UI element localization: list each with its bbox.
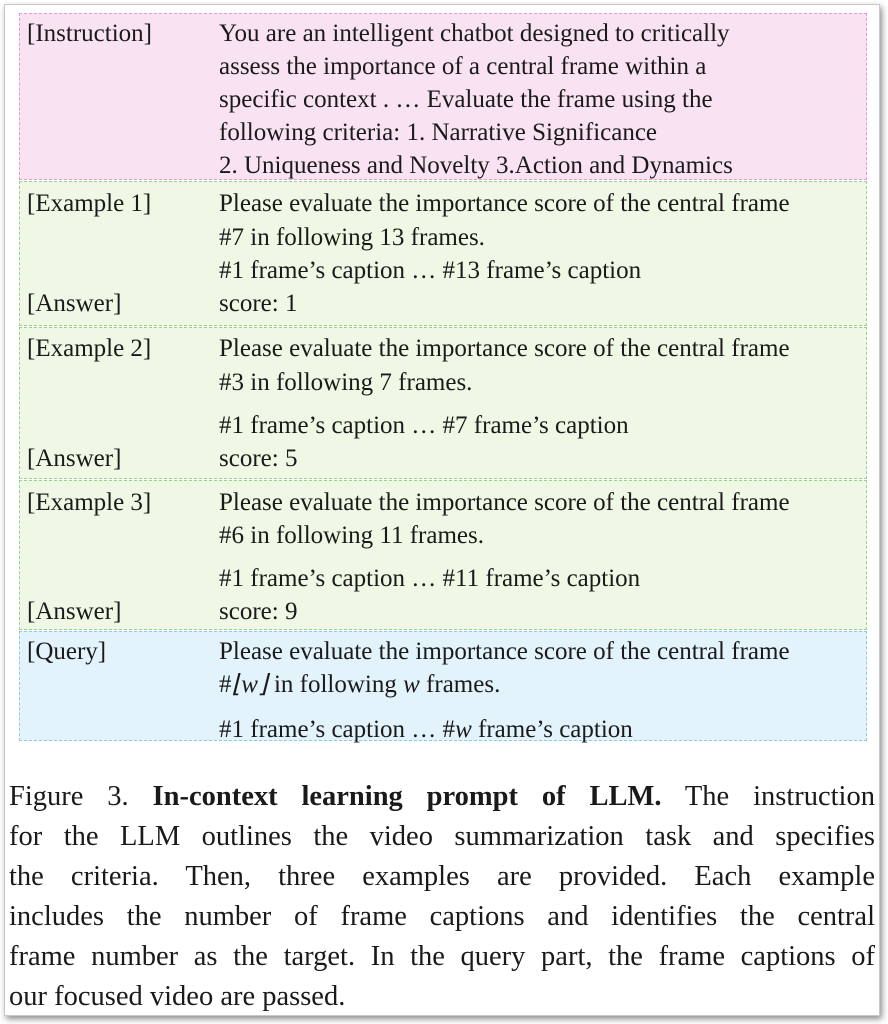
example-3-block (19, 480, 867, 630)
caption-text: The instruction (661, 781, 875, 812)
query-tag: [Query] (27, 638, 107, 665)
query-line: Please evaluate the importance score of the central frame (219, 638, 790, 665)
instruction-line: 2. Uniqueness and Novelty 3.Action and Dynamics (219, 152, 733, 179)
example-tag: [Example 3] (27, 489, 152, 516)
query-hash: # (219, 671, 232, 698)
w-variable: w (403, 671, 420, 698)
answer-tag: [Answer] (27, 290, 122, 317)
example-line: #3 in following 7 frames. (219, 369, 473, 396)
floor-w-math: ⌊w⌋ (231, 671, 268, 698)
answer-score: score: 1 (219, 290, 298, 317)
answer-tag: [Answer] (27, 598, 122, 625)
example-1-block (19, 181, 867, 326)
query-line (219, 713, 633, 746)
figure-label: Figure 3. (9, 781, 153, 812)
caption-title: In-context learning prompt of LLM. (152, 781, 662, 812)
answer-score: score: 9 (219, 598, 298, 625)
example-line: #7 in following 13 frames. (219, 224, 485, 251)
query-caption-prefix: #1 frame’s caption … # (219, 716, 456, 743)
query-block (19, 631, 867, 741)
example-2-block (19, 327, 867, 479)
instruction-block (19, 13, 867, 180)
answer-tag: [Answer] (27, 445, 122, 472)
instruction-line: specific context . … Evaluate the frame using the (219, 86, 713, 113)
example-line: #1 frame’s caption … #13 frame’s caption (219, 257, 642, 284)
query-line (219, 668, 500, 701)
instruction-line: You are an intelligent chatbot designed to critically (219, 20, 730, 47)
example-line: #6 in following 11 frames. (219, 522, 485, 549)
query-caption-suffix: frame’s caption (471, 716, 633, 743)
instruction-tag: [Instruction] (27, 20, 152, 47)
instruction-line: assess the importance of a central frame within a (219, 53, 707, 80)
example-tag: [Example 2] (27, 335, 152, 362)
example-tag: [Example 1] (27, 190, 152, 217)
caption-line: our focused video are passed. (9, 981, 346, 1012)
figure-caption (9, 777, 875, 1017)
query-suffix: frames. (419, 671, 501, 698)
example-line: #1 frame’s caption … #11 frame’s caption (219, 565, 641, 592)
query-mid: in following (267, 671, 404, 698)
figure-sheet (4, 4, 880, 1016)
caption-line: frame number as the target. In the query part, the frame captions of (9, 941, 875, 972)
answer-score: score: 5 (219, 445, 298, 472)
example-line: Please evaluate the importance score of the central frame (219, 190, 790, 217)
w-variable: w (455, 716, 472, 743)
example-line: Please evaluate the importance score of the central frame (219, 489, 790, 516)
example-line: Please evaluate the importance score of the central frame (219, 335, 790, 362)
example-line: #1 frame’s caption … #7 frame’s caption (219, 412, 629, 439)
caption-line: the criteria. Then, three examples are provided. Each example (9, 861, 875, 892)
caption-line: for the LLM outlines the video summarization task and specifies (9, 821, 875, 852)
caption-line: includes the number of frame captions and identifies the central (9, 901, 875, 932)
caption-line (9, 777, 875, 817)
instruction-line: following criteria: 1. Narrative Significance (219, 119, 658, 146)
